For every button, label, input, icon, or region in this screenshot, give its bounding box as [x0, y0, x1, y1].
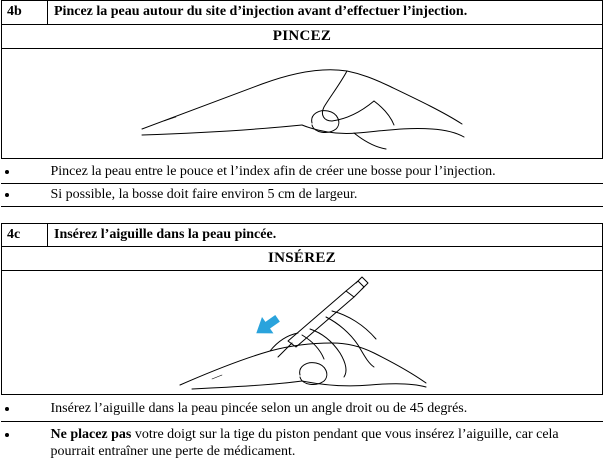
bullet-icon	[5, 170, 9, 174]
bullet-text: Insérez l’aiguille dans la peau pincée selon un angle droit ou de 45 degrés.	[50, 401, 468, 416]
list-item	[2, 161, 603, 183]
bullet-icon	[5, 433, 9, 437]
bullet-icon	[5, 193, 9, 197]
list-item	[2, 184, 603, 206]
step-number: 4b	[2, 1, 48, 25]
list-item	[2, 397, 603, 421]
bullet-text: Pincez la peau entre le pouce et l’index afin de créer une bosse pour l’injection.	[50, 164, 496, 179]
bullet-text	[51, 427, 559, 459]
pinch-hand-drawing	[2, 49, 602, 157]
bullet-rest-text: votre doigt sur la tige du piston pendant que vous insérez l’aiguille, car cela pourrait entraîner une perte de médicament.	[50, 427, 559, 459]
pinch-illustration	[2, 49, 603, 159]
step-4b-table	[1, 0, 603, 207]
bullet-icon	[5, 407, 9, 411]
step-4c-table	[1, 223, 603, 460]
divider	[1, 206, 603, 207]
bullet-text: Si possible, la bosse doit faire environ 5 cm de largeur.	[50, 187, 358, 202]
action-label: PINCEZ	[2, 25, 603, 49]
bullet-bold-text: Ne placez pas	[50, 427, 132, 442]
bullet-list	[2, 395, 603, 461]
list-item	[2, 422, 603, 460]
arrow-icon	[251, 310, 284, 341]
insert-illustration	[2, 271, 603, 395]
bullet-list	[2, 159, 603, 208]
step-title: Insérez l’aiguille dans la peau pincée.	[48, 224, 603, 247]
action-label: INSÉREZ	[2, 247, 603, 271]
step-number: 4c	[2, 224, 48, 247]
insert-needle-drawing	[2, 271, 602, 393]
step-title: Pincez la peau autour du site d’injection avant d’effectuer l’injection.	[48, 1, 603, 25]
